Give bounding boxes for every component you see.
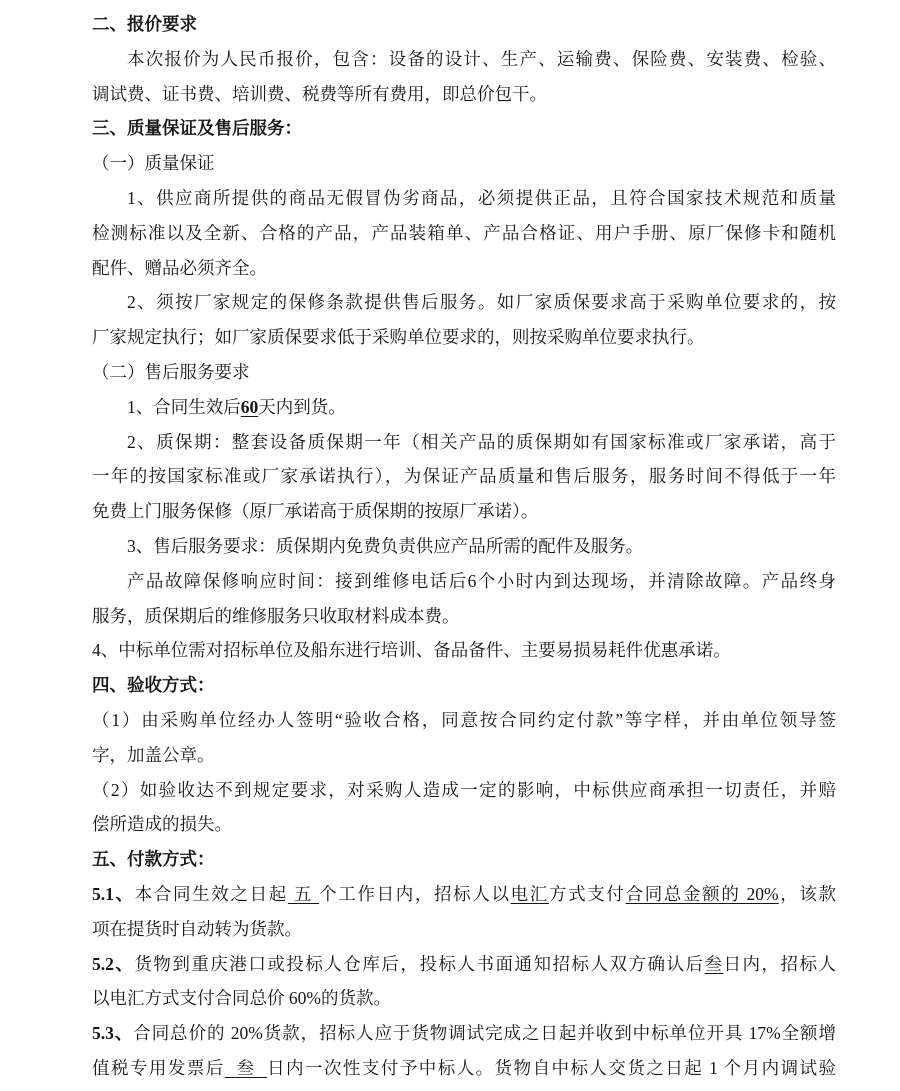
text-line (92, 320, 836, 355)
text-line (92, 355, 836, 390)
text-run: 合同总金额的 20% (625, 883, 779, 904)
text-line (92, 668, 836, 703)
text-run: 检测标准以及全新、合格的产品，产品装箱单、产品合格证、用户手册、原厂保修卡和随机 (92, 222, 836, 243)
text-line (92, 703, 836, 738)
text-line (92, 599, 836, 634)
text-line (92, 807, 836, 842)
text-line (92, 111, 836, 146)
text-line (92, 633, 836, 668)
text-run: 偿所造成的损失。 (92, 814, 232, 835)
text-line (92, 181, 836, 216)
text-run: 货物到重庆港口或投标人仓库后，投标人书面通知招标人双方确认后 (134, 953, 705, 974)
text-run: 1、合同生效后 (127, 396, 241, 417)
text-run: 四、验收方式： (92, 675, 215, 696)
text-run: 二、报价要求 (92, 14, 197, 34)
text-line (92, 494, 836, 529)
text-run: 厂家规定执行；如厂家质保要求低于采购单位要求的，则按采购单位要求执行。 (92, 327, 705, 348)
text-line (92, 981, 836, 1016)
text-line (92, 564, 836, 599)
text-run: 电汇 (510, 883, 549, 904)
text-run: 字，加盖公章。 (92, 744, 215, 765)
text-line (92, 529, 836, 564)
text-line (92, 77, 836, 112)
text-line (92, 947, 836, 982)
text-line (92, 912, 836, 947)
text-run: 5.3、 (92, 1023, 134, 1044)
text-line (92, 42, 836, 77)
text-run: 1、供应商所提供的商品无假冒伪劣商品，必须提供正品，且符合国家技术规范和质量 (127, 187, 836, 208)
text-run: 本合同生效之日起 (134, 883, 288, 904)
text-run: （二）售后服务要求 (92, 361, 250, 382)
text-line (92, 459, 836, 494)
text-run: （1）由采购单位经办人签明“验收合格，同意按合同约定付款”等字样，并由单位领导签 (92, 709, 836, 730)
text-run: 值税专用发票后 (92, 1057, 225, 1078)
text-run: 本次报价为人民币报价，包含：设备的设计、生产、运输费、保险费、安装费、检验、 (127, 48, 836, 69)
text-line (92, 877, 836, 912)
text-run: （一）质量保证 (92, 153, 215, 174)
text-run: 五 (287, 883, 320, 904)
text-run: 三、质量保证及售后服务： (92, 118, 302, 139)
text-line (92, 216, 836, 251)
text-run: 产品故障保修响应时间：接到维修电话后6个小时内到达现场，并清除故障。产品终身 (127, 570, 836, 591)
text-run: 2、质保期：整套设备质保期一年（相关产品的质保期如有国家标准或厂家承诺，高于 (127, 431, 836, 452)
text-run: 日内一次性支付予中标人。货物自中标人交货之日起 1 个月内调试验 (267, 1057, 836, 1078)
text-line (92, 842, 836, 877)
text-run: 4、中标单位需对招标单位及船东进行培训、备品备件、主要易损易耗件优惠承诺。 (92, 640, 731, 661)
text-line (92, 390, 836, 425)
text-run: （2）如验收达不到规定要求，对采购人造成一定的影响，中标供应商承担一切责任，并赔 (92, 779, 836, 800)
text-run: 3、售后服务要求：质保期内免费负责供应产品所需的配件及服务。 (127, 535, 644, 556)
text-run: 天内到货。 (258, 396, 346, 417)
text-run: 叁 (224, 1057, 268, 1078)
text-run: 5.2、 (92, 953, 135, 974)
text-run: 叁 (704, 953, 724, 974)
text-line (92, 285, 836, 320)
text-line (92, 773, 836, 808)
text-run: 服务，质保期后的维修服务只收取材料成本费。 (92, 605, 460, 626)
text-line (92, 146, 836, 181)
text-line (92, 1016, 836, 1051)
text-line (92, 425, 836, 460)
text-run: 5.1、 (92, 883, 135, 904)
text-run: 日内，招标人 (723, 953, 836, 974)
text-run: 五、付款方式： (92, 849, 215, 870)
text-run: 配件、赠品必须齐全。 (92, 257, 267, 278)
text-run: 调试费、证书费、培训费、税费等所有费用，即总价包干。 (92, 83, 547, 104)
text-run: 个工作日内，招标人以 (319, 883, 511, 904)
document-body (92, 7, 836, 1086)
text-run: 免费上门服务保修（原厂承诺高于质保期的按原厂承诺）。 (92, 501, 539, 522)
text-line (92, 1051, 836, 1086)
text-run: 方式支付 (548, 883, 626, 904)
text-run: 以电汇方式支付合同总价 60%的货款。 (92, 988, 391, 1009)
text-run: 一年的按国家标准或厂家承诺执行），为保证产品质量和售后服务，服务时间不得低于一年 (92, 466, 836, 487)
text-line (92, 738, 836, 773)
text-run: 项在提货时自动转为货款。 (92, 918, 302, 939)
text-run: 60 (240, 396, 259, 417)
text-line (92, 251, 836, 286)
text-run: ，该款 (778, 883, 836, 904)
text-run: 合同总价的 20%货款，招标人应于货物调试完成之日起并收到中标单位开具 17%全额增 (133, 1023, 836, 1044)
text-line (92, 7, 836, 42)
text-run: 2、须按厂家规定的保修条款提供售后服务。如厂家质保要求高于采购单位要求的，按 (127, 292, 836, 313)
